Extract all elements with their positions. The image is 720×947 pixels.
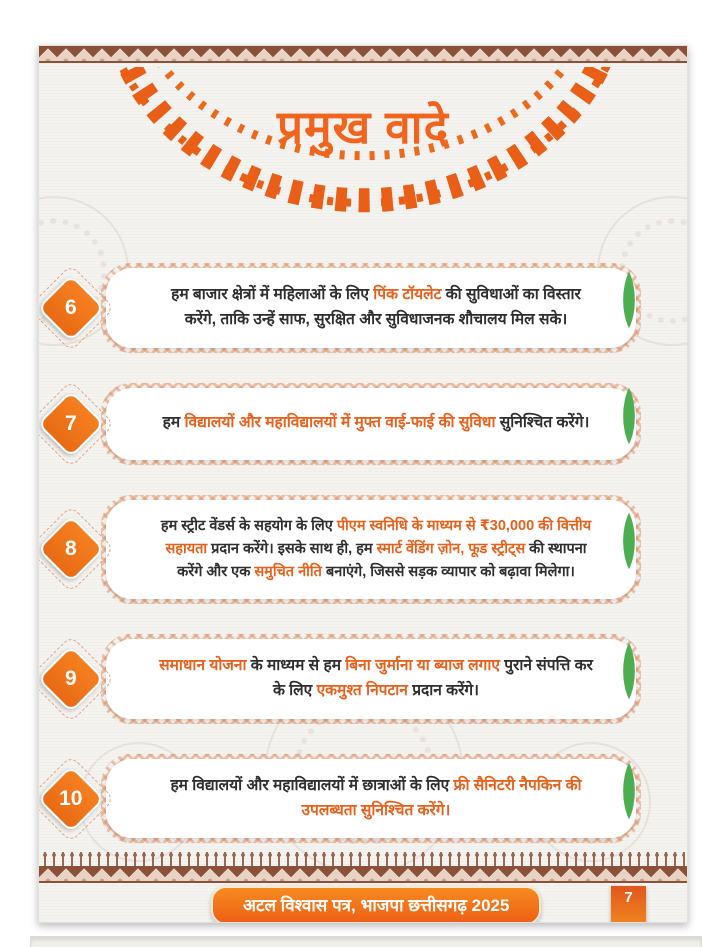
diamond-badge bbox=[38, 390, 105, 458]
promise-card bbox=[106, 388, 636, 460]
bottom-border-decoration bbox=[39, 852, 687, 883]
top-border-pattern bbox=[39, 46, 687, 63]
page-number-badge: 7 bbox=[611, 886, 646, 923]
promise-item-10 bbox=[59, 754, 641, 844]
diamond-badge bbox=[38, 645, 105, 713]
page-footer bbox=[39, 886, 687, 923]
promise-number: 8 bbox=[65, 537, 77, 561]
promise-text: हम विद्यालयों और महाविद्यालयों में मुफ्त वाई-फाई की सुविधा सुनिश्चित करेंगे। bbox=[162, 414, 590, 432]
chain-border bbox=[101, 263, 641, 353]
promise-item-6 bbox=[65, 263, 641, 353]
promise-number: 7 bbox=[65, 411, 77, 435]
promise-text: समाधान योजना के माध्यम से हम बिना जुर्माना या ब्याज लगाए पुराने संपत्ति कर के लिए एकमुश्त निपटान प्रदान करेंगे। bbox=[159, 657, 593, 699]
promise-list bbox=[39, 263, 687, 843]
chain-border bbox=[101, 634, 641, 724]
diamond-badge bbox=[38, 765, 105, 833]
promise-card bbox=[106, 639, 636, 719]
promise-item-9 bbox=[65, 634, 641, 724]
promise-text: हम बाजार क्षेत्रों में महिलाओं के लिए पिंक टॉयलेट की सुविधाओं का विस्तार करेंगे, ताकि उन्हें साफ, सुरक्षित और सुविधाजनक शौचालय मिल सके। bbox=[171, 286, 581, 328]
promise-text: हम विद्यालयों और महाविद्यालयों में छात्राओं के लिए फ्री सैनिटरी नैपकिन की उपलब्धता सुनिश्चित करेंगे। bbox=[170, 776, 582, 819]
page-title: प्रमुख वादे bbox=[276, 101, 449, 153]
next-page-edge bbox=[30, 936, 702, 947]
promise-number: 9 bbox=[65, 666, 77, 690]
promise-item-7 bbox=[65, 383, 641, 465]
promise-card bbox=[106, 759, 636, 839]
promise-card bbox=[106, 268, 636, 348]
promise-number: 6 bbox=[65, 295, 77, 319]
dancing-figures-pattern bbox=[41, 852, 685, 866]
header-garland bbox=[39, 67, 687, 255]
bottom-border-pattern bbox=[39, 866, 687, 883]
diamond-badge bbox=[38, 274, 105, 342]
promise-item-8 bbox=[65, 495, 641, 605]
diamond-badge bbox=[38, 515, 105, 583]
chain-border bbox=[101, 383, 641, 465]
promise-text: हम स्ट्रीट वेंडर्स के सहयोग के लिए पीएम स्वनिधि के माध्यम से ₹30,000 की वित्तीय सहायता प्रदान करेंगे। इसके साथ ही, हम स्मार्ट वेंडिंग ज़ोन, फूड स्ट्रीट्स की स्थापना करेंगे और एक समुचित नीति बनाएंगे, जिससे सड़क व्यापार को बढ़ावा मिलेगा। bbox=[160, 517, 592, 580]
footer-ribbon: अटल विश्वास पत्र, भाजपा छत्तीसगढ़ 2025 bbox=[211, 886, 541, 923]
manifesto-page bbox=[38, 45, 688, 923]
chain-border bbox=[101, 754, 641, 844]
chain-border bbox=[101, 495, 641, 605]
promise-card bbox=[106, 500, 636, 600]
promise-number: 10 bbox=[59, 786, 83, 810]
